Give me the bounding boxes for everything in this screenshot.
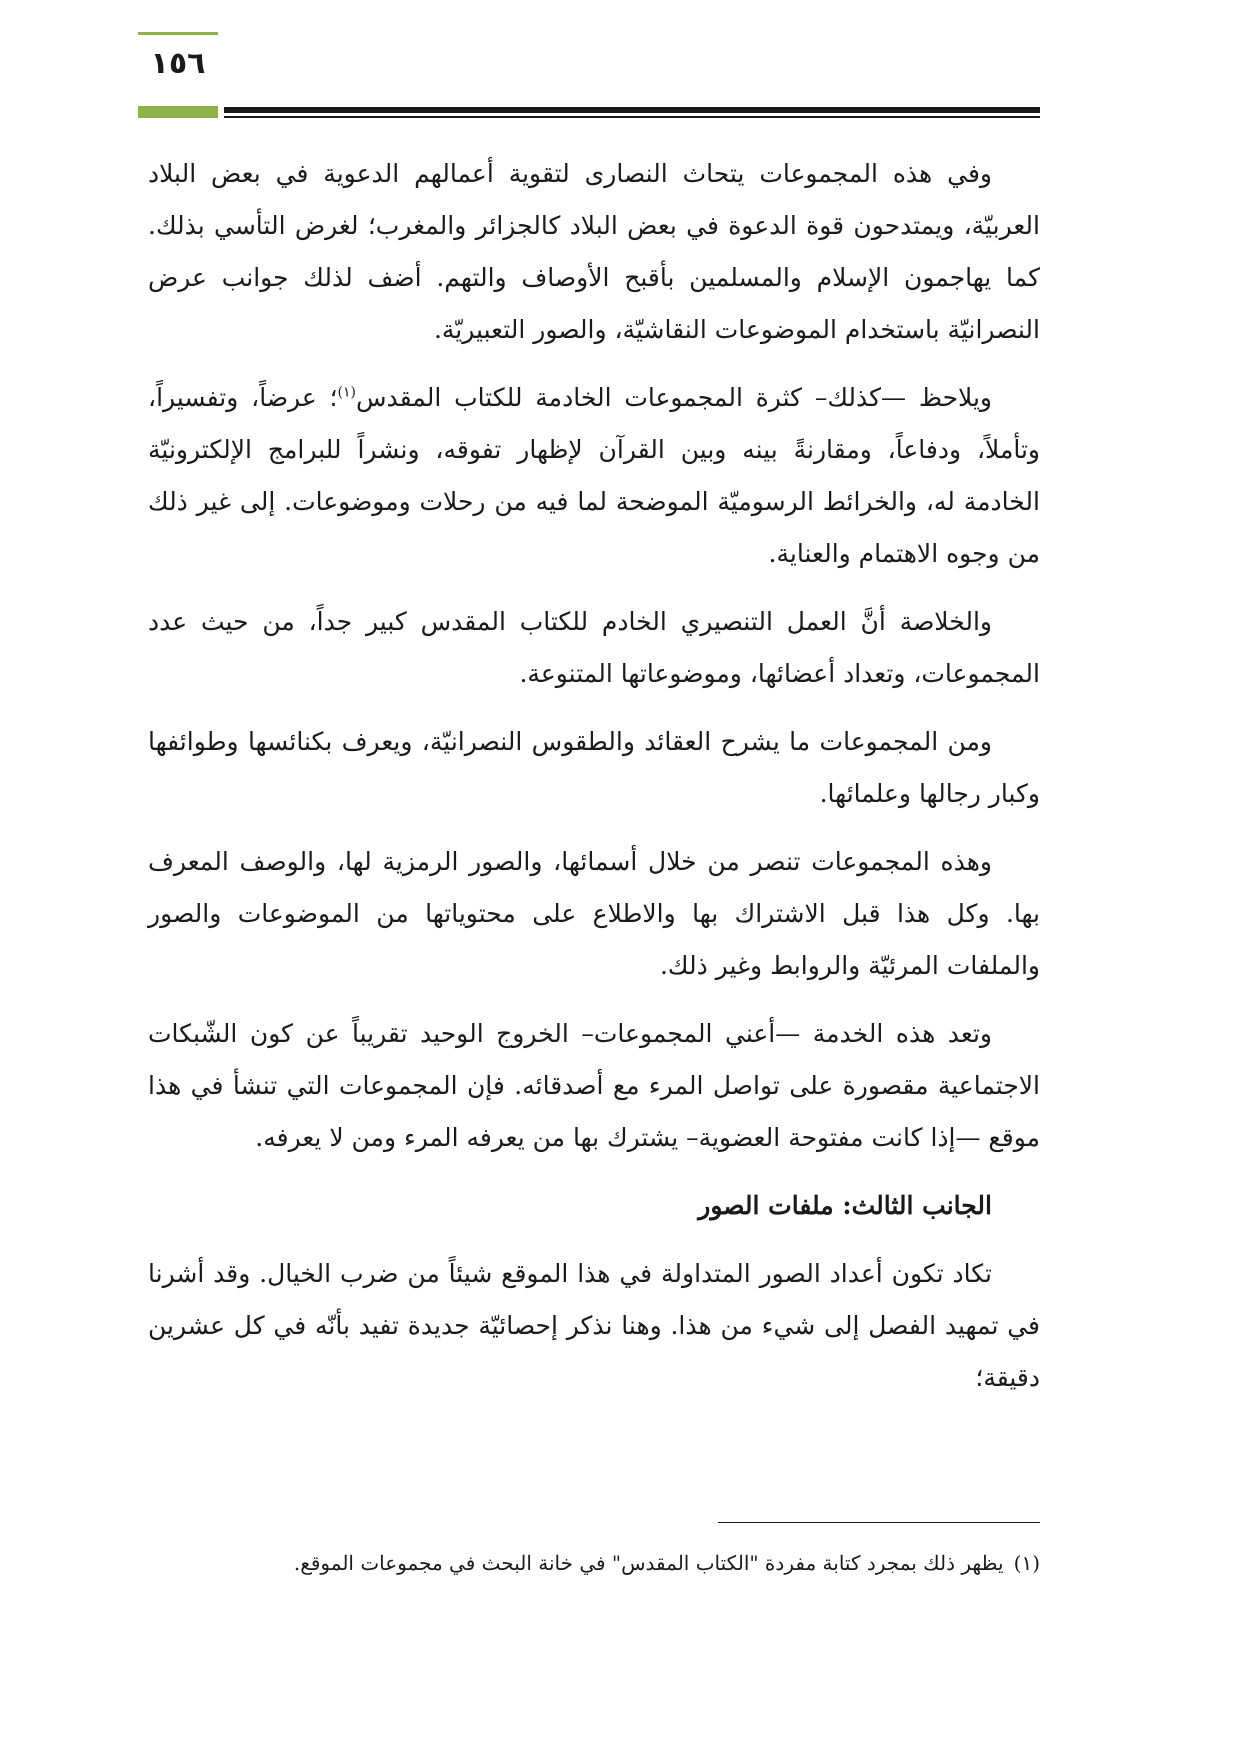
footnote bbox=[148, 1546, 1040, 1580]
paragraph-2-after: ؛ عرضاً، وتفسيراً، وتأملاً، ودفاعاً، ومقارنةً بينه وبين القرآن لإظهار تفوقه، ونشراً للبرامج الإلكترونيّة الخادمة له، والخرائط الرسوميّة الموضحة لما فيه من رحلات وموضوعات. إلى غير ذلك من وجوه الاهتمام والعناية. bbox=[148, 383, 1040, 568]
paragraph-4: ومن المجموعات ما يشرح العقائد والطقوس النصرانيّة، ويعرف بكنائسها وطوائفها وكبار رجالها وعلمائها. bbox=[148, 727, 1040, 808]
paragraph-6: وتعد هذه الخدمة —أعني المجموعات– الخروج الوحيد تقريباً عن كون الشّبكات الاجتماعية مقصورة على تواصل المرء مع أصدقائه. فإن المجموعات التي تنشأ في هذا موقع —إذا كانت مفتوحة العضوية– يشترك بها من يعرفه المرء ومن لا يعرفه. bbox=[148, 1019, 1040, 1152]
paragraph-7: تكاد تكون أعداد الصور المتداولة في هذا الموقع شيئاً من ضرب الخيال. وقد أشرنا في تمهيد الفصل إلى شيء من هذا. وهنا نذكر إحصائيّة جديدة تفيد بأنّه في كل عشرين دقيقة؛ bbox=[148, 1259, 1040, 1392]
paragraph-2-before: ويلاحظ —كذلك– كثرة المجموعات الخادمة للكتاب المقدس bbox=[355, 383, 992, 412]
footnote-text: يظهر ذلك بمجرد كتابة مفردة "الكتاب المقدس" في خانة البحث في مجموعات الموقع. bbox=[293, 1551, 1004, 1575]
header-black-rule-thin bbox=[224, 116, 1040, 118]
section-heading: الجانب الثالث: ملفات الصور bbox=[698, 1191, 992, 1220]
footnote-number: (١) bbox=[1013, 1551, 1040, 1575]
paragraph-2 bbox=[148, 372, 1040, 580]
header-black-rule-thick bbox=[224, 107, 1040, 113]
header-green-rule bbox=[138, 32, 218, 35]
footnote-marker[interactable]: (١) bbox=[337, 384, 356, 401]
main-text bbox=[148, 148, 1040, 1420]
paragraph-3: والخلاصة أنَّ العمل التنصيري الخادم للكتاب المقدس كبير جداً، من حيث عدد المجموعات، وتعداد أعضائها، وموضوعاتها المتنوعة. bbox=[148, 607, 1040, 688]
page-header bbox=[0, 0, 1240, 130]
page-number: ١٥٦ bbox=[150, 46, 206, 81]
paragraph-1: وفي هذه المجموعات يتحاث النصارى لتقوية أعمالهم الدعوية في بعض البلاد العربيّة، ويمتدحون قوة الدعوة في بعض البلاد كالجزائر والمغرب؛ لغرض التأسي بذلك. كما يهاجمون الإسلام والمسلمين بأقبح الأوصاف والتهم. أضف لذلك جوانب عرض النصرانيّة باستخدام الموضوعات النقاشيّة، والصور التعبيريّة. bbox=[148, 159, 1040, 344]
paragraph-5: وهذه المجموعات تنصر من خلال أسمائها، والصور الرمزية لها، والوصف المعرف بها. وكل هذا قبل الاشتراك بها والاطلاع على محتوياتها من الموضوعات والصور والملفات المرئيّة والروابط وغير ذلك. bbox=[148, 847, 1040, 980]
header-green-block bbox=[138, 106, 218, 118]
footnote-divider bbox=[718, 1522, 1040, 1523]
